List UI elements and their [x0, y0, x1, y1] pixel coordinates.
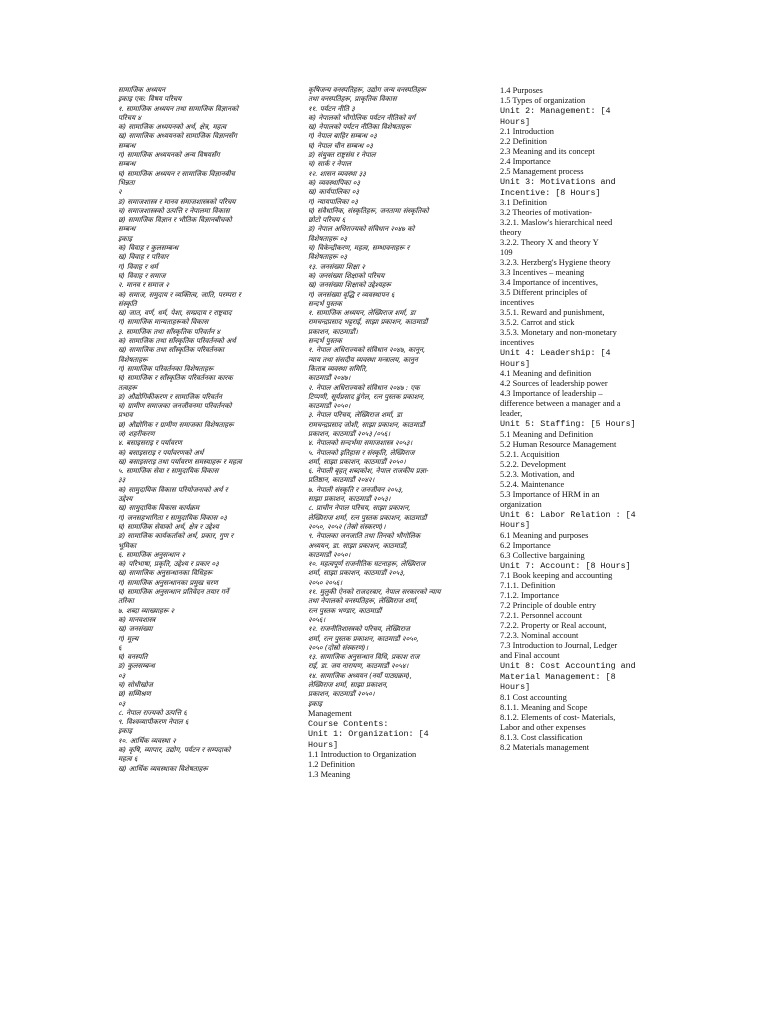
col1-line: क) सामाजिक अध्ययनको अर्थ, क्षेत्र, महत्व [118, 123, 227, 132]
col2-line: २०५० (दोस्रो संस्करण)। [308, 643, 369, 652]
col2-line: प्रकाशन, काठमाडौं २०५०। [308, 690, 375, 699]
col1-line: क) सामाजिक तथा साँस्कृतिक परिवर्तनको अर्थ [118, 337, 236, 346]
col3-line: 3.5.2. Carrot and stick [500, 318, 575, 327]
col3-line: incentives [500, 338, 534, 347]
col2-line: २०५० २०५६। [308, 578, 342, 587]
col2-line: न्याय तथा संसदीय व्यवस्था मन्त्रालय, कानुन [308, 355, 418, 364]
col2-line: लेख्यिराज शर्मा, रत्न पुस्तक प्रकाशन, काठमाडौं [308, 513, 427, 522]
col1-line: ङ) कुलसम्बन्ध [118, 662, 155, 671]
col3-line: 4.1 Meaning and definition [500, 369, 592, 378]
col3-line: 7.2 Principle of double entry [500, 601, 597, 610]
col3-line: 5.2 Human Resource Management [500, 439, 617, 449]
col3-line: 5.2.2. Development [500, 459, 567, 469]
col2-line: ५. नेपालको इतिहास र संस्कृति, लेख्यिराज [308, 448, 415, 457]
col1-line: च) सोधीखोज [118, 681, 153, 689]
col3-line: Unit 8: Cost Accounting and [500, 661, 636, 671]
col1-line: ख) सामाजिक तथा साँस्कृतिक परिवर्तनका [118, 346, 224, 355]
col3-line: difference between a manager and a [500, 399, 621, 408]
col1-line: क) समाज, समुदाय र व्यक्तित्व, जाति, परम्परा र [118, 290, 241, 299]
col3-line: 4.3 Importance of leadership – [500, 389, 603, 398]
col2-line: Hours] [308, 739, 339, 750]
col3-line: Unit 5: Staffing: [5 Hours] [500, 419, 636, 429]
col2-line: सन्दर्भ पुस्तक [308, 299, 342, 308]
col3-line: 7.2.2. Property or Real account, [500, 621, 607, 630]
col1-line: ३. सामाजिक तथा साँस्कृतिक परिवर्तन ४ [118, 327, 221, 336]
col2-line: Course Contents: [308, 718, 389, 729]
col2-line: ङ) नेपाल अधिराज्यको संविधान २०४७ को [308, 225, 415, 234]
col1-line: इकाइ एक: विषय परिचय [118, 95, 182, 104]
col1-line: ङ) औद्योगिकीकरण र सामाजिक परिवर्तन [118, 392, 222, 401]
col3-line: 8.2 Materials management [500, 742, 590, 752]
col1-line: ४. बसाइसराइ र पर्यावरण [118, 439, 182, 448]
col3-line: Hours] [500, 520, 531, 530]
col2-line: 1.3 Meaning [308, 770, 351, 780]
col1-line: उद्देश्य [118, 495, 133, 504]
col2-line: १. सामाजिक अध्ययन, लेख्यिराज शर्मा, डा [308, 309, 416, 318]
col2-line: ख) कार्यपालिका ०३ [308, 188, 359, 197]
col3-line: Unit 6: Labor Relation : [4 [500, 509, 636, 520]
col3-line: 3.1 Definition [500, 198, 547, 207]
col3-line: 2.4 Importance [500, 157, 551, 166]
col3-line: 3.2.1. Maslow's hierarchical need [500, 218, 613, 227]
col1-line: च) ग्रामीण समाजका जनजीवनमा परिवर्तनको [118, 402, 232, 411]
col1-line: ख) सामुदायिक विकास कार्यक्रम [118, 504, 200, 513]
col2-line: तथा नेपालको वनस्पतिहरू, लेख्यिराज शर्मा, [308, 597, 419, 606]
col2-line: प्रतिष्ठान, काठमाडौं २०४२। [308, 476, 375, 485]
col2-line: रत्न पुस्तक भण्डार, काठमाडौं [308, 606, 382, 615]
col2-line: १. नेपाल अधिराज्यको संविधान २०४७, कानून, [308, 346, 426, 355]
col1-line: ०३ [118, 699, 126, 708]
col2-line: ११. पर्यटन नीति ३ [308, 104, 355, 113]
col1-line: क) बसाइसराइ र पर्यावरणको अर्थ [118, 448, 204, 457]
col3-line: 5.2.1. Acquisition [500, 449, 560, 459]
col2-line: ग) न्यायपालिका ०३ [308, 197, 358, 206]
col3-line: 3.4 Importance of incentives, [500, 278, 598, 287]
col1-line: तरिका [118, 597, 134, 606]
col1-line: घ) वनस्पति [118, 653, 148, 662]
col2-line: च) सार्क र नेपाल [308, 160, 352, 169]
col3-line: 1.4 Purposes [500, 86, 543, 95]
col3-line: 7.2.1. Personnel account [500, 611, 583, 620]
col1-line: संस्कृति [118, 299, 137, 308]
col1-line: ख) बसाइसराइ तथा पर्यावरण समस्याहरू र महत्व [118, 457, 242, 466]
col1-line: ८. नेपाल राज्यको उत्पत्ति ६ [118, 708, 187, 717]
col1-line: विशेषताहरू [118, 355, 148, 364]
column-left-nepali-syllabus [118, 86, 298, 774]
col1-line: २ [118, 188, 122, 197]
col2-line: १४. सामाजिक अध्ययन (नयाँ पाठ्यक्रम), [308, 671, 413, 680]
col3-line: 8.1.3. Cost classification [500, 732, 583, 742]
col2-line: क) नेपालको भौगोलिक पर्यटन नीतिको वर्ग [308, 113, 416, 122]
col3-line: Unit 4: Leadership: [4 [500, 348, 611, 358]
col3-line: Hours] [500, 682, 531, 692]
col2-line: ११. मुलुकी ऐनको राजदरबार, नेपाल सरकारको न्याय [308, 588, 441, 597]
col3-line: 8.1.1. Meaning and Scope [500, 702, 588, 712]
col2-line: घ) संवैधानिक, संस्कृतिहरू, जनतामा संस्कृतिको [308, 206, 429, 215]
col3-line: and Final account [500, 651, 560, 660]
col1-line: प्रभाव [118, 411, 133, 420]
col2-line: विशेषताहरू ०३ [308, 253, 347, 262]
col1-line: ख) जात, वर्ण, धर्म, पेशा, सम्प्रदाय र राष्ट्रवाद [118, 309, 232, 318]
col3-line: Unit 2: Management: [4 [500, 106, 611, 116]
col2-line: ग) जनसंख्या वृद्धि र व्यवस्थापन ६ [308, 290, 395, 299]
col3-line: 8.1 Cost accounting [500, 692, 567, 702]
col1-line: ३३ [118, 476, 126, 485]
col1-line: ङ) सामाजिक कार्यकर्ताको अर्थ, प्रकार, गुण र [118, 532, 234, 541]
col1-line: क) कृषि, व्यापार, उद्योग, पर्यटन र सम्पदाको [118, 746, 231, 755]
col2-line: १२. राजनीतिशास्त्रको परिचय, लेख्यिराज [308, 625, 410, 634]
col3-line: Material Management: [8 [500, 671, 616, 682]
col3-line: 7.1.2. Importance [500, 591, 560, 600]
col3-line: Labor and other expenses [500, 722, 586, 732]
col3-line: incentives [500, 298, 534, 307]
col1-line: ७. शब्दा व्याख्याहरू २ [118, 606, 175, 615]
col1-line: २. मानव र समाज २ [118, 281, 169, 290]
col2-line: क) व्यवस्थापिका ०३ [308, 178, 361, 187]
col2-line: २०५६। [308, 615, 326, 624]
col1-line: ९. विश्वव्यापीकरण नेपाल ६ [118, 718, 189, 727]
col2-line: ३. नेपाल परिचय, लेख्यिराज शर्मा, डा [308, 411, 402, 420]
col1-line: सम्बन्ध [118, 160, 136, 169]
col2-line: प्रकाशन, काठमाडौं। [308, 327, 358, 336]
col1-line: छ) सामाजिक विज्ञान र भौतिक विज्ञानबीचको [118, 216, 232, 225]
col2-line: १३. जनसंख्या शिक्षा २ [308, 262, 366, 271]
col2-line: 1.1 Introduction to Organization [308, 750, 417, 760]
col1-line: घ) सामाजिक अनुसन्धान प्रतिवेदन तयार गर्ने [118, 588, 229, 597]
col1-line: घ) सामाजिक सेवाको अर्थ, क्षेत्र र उद्देश्य [118, 522, 219, 531]
col3-line: 8.1.2. Elements of cost- Materials, [500, 712, 616, 722]
col2-line: प्रकाशन, काठमाडौं २०५३ /०५६। [308, 429, 391, 438]
col3-line: 1.5 Types of organization [500, 96, 586, 105]
col2-line: ङ) संयुक्त राष्ट्रसंघ र नेपाल [308, 151, 376, 160]
col2-line: शर्मा, साझा प्रकाशन, काठमाडौं २०५०। [308, 457, 406, 466]
col2-line: कृषिजन्य वनस्पतिहरू, उद्योग जन्य वनस्पतिहरू [308, 86, 426, 94]
col3-line: Hours] [500, 116, 531, 127]
col3-line: 3.3 Incentives – meaning [500, 268, 585, 277]
col2-line: छोटो परिचय ६ [308, 216, 346, 225]
col3-line: 5.2.4. Maintenance [500, 479, 565, 489]
col1-line: इकाइ [118, 727, 133, 736]
col2-line: ख) जनसंख्या शिक्षाको उद्देश्यहरू [308, 281, 391, 290]
col1-line: ज) शहरीकरण [118, 429, 155, 438]
col1-line: छ) सम्मिश्रण [118, 690, 151, 699]
col2-line: १३. सामाजिक अनुसन्धान विधि, प्रकाश राज [308, 653, 420, 662]
col1-line: ग) सामाजिक अध्ययनको अन्य विषयसँग [118, 151, 220, 160]
col3-line: 2.1 Introduction [500, 127, 554, 136]
col1-line: ख) विवाह र परिवार [118, 253, 169, 262]
col2-line: १०. महत्वपूर्ण राजनीतिक घटनाहरू, लेख्यिराज [308, 560, 426, 569]
col1-line: सम्बन्ध [118, 141, 136, 150]
col2-line: ६. नेपाली बृहत् शब्दकोश, नेपाल राजकीय प्रज्ञा- [308, 467, 429, 476]
col1-line: ग) सामाजिक परिवर्तनका विशेषताहरू [118, 364, 214, 373]
col2-line: २. नेपाल अधिराज्यको संविधान २०४७ : एक [308, 383, 420, 392]
col2-line: Management [308, 708, 352, 718]
col2-line: ग) नेपाल बाहिर सम्बन्ध ०३ [308, 132, 377, 141]
col3-line: 7.1 Book keeping and accounting [500, 571, 613, 580]
col1-line: ङ) समाजशास्त्र र मानव समाजशास्त्रको परिचय [118, 197, 236, 206]
col1-line: छ) औद्योगिक र ग्रामीण समाजका विशेषताहरू [118, 420, 234, 429]
col1-line: सम्बन्ध [118, 225, 136, 234]
col3-line: 5.3 Importance of HRM in an [500, 489, 600, 499]
col1-line: घ) विवाह र समाज [118, 271, 166, 280]
col2-line: क) जनसंख्या शिक्षाको परिचय [308, 271, 385, 280]
col3-line: organization [500, 499, 542, 509]
col3-line: 2.3 Meaning and its concept [500, 147, 595, 156]
col2-line: काठमाडौं २०४७। [308, 374, 351, 383]
col1-line: ५. सामाजिक सेवा र सामुदायिक विकास [118, 467, 219, 476]
col1-line: ग) सामाजिक मान्यताहरूको विकास [118, 318, 209, 327]
col2-line: ४. नेपालको सन्दर्भमा समाजशास्त्र २०५३। [308, 439, 413, 448]
col1-line: ६. सामाजिक अनुसन्धान २ [118, 550, 186, 559]
col1-line: घ) सामाजिक अध्ययन र सामाजिक विज्ञानबीच [118, 169, 235, 178]
col2-line: शर्मा, साझा प्रकाशन, काठमाडौं २०५३, [308, 569, 406, 578]
col2-line: लेख्यिराज शर्मा, साझा प्रकाशन, [308, 681, 388, 689]
col2-line: रामचन्द्रप्रसाद जोशी, साझा प्रकाशन, काठमाडौं [308, 420, 425, 429]
col3-line: 3.2 Theories of motivation- [500, 208, 592, 217]
col2-line: ८. प्राचीन नेपाल परिचय, साझा प्रकाशन, [308, 504, 411, 513]
col1-line: ख) आर्थिक व्यवस्थाका विशेषताहरू [118, 764, 208, 773]
col3-line: 3.5.1. Reward and punishment, [500, 308, 605, 317]
col3-line: 6.1 Meaning and purposes [500, 530, 589, 540]
col2-line: ७. नेपाली संस्कृति र जनजीवन २०५३, [308, 485, 404, 494]
col3-line: Incentive: [8 Hours] [500, 187, 601, 198]
col1-line: १०. आर्थिक व्यवस्था २ [118, 736, 176, 745]
col2-line: घ) नेपाल चीन सम्बन्ध ०३ [308, 141, 373, 150]
col3-line: 2.2 Definition [500, 137, 547, 146]
col1-line: ख) सामाजिक अध्ययनको सामाजिक विज्ञानसँग [118, 132, 237, 141]
col2-line: रामचन्द्रप्रसाद भट्टराई, साझा प्रकाशन, काठमाडौं [308, 318, 428, 327]
col3-line: 5.1 Meaning and Definition [500, 429, 594, 439]
col3-line: 6.2 Importance [500, 540, 551, 550]
col3-line: 109 [500, 248, 513, 257]
column-middle-references-management [308, 86, 493, 780]
col1-line: ग) सामाजिक अनुसन्धानका प्रमुख चरण [118, 578, 218, 587]
col1-line: सामाजिक अध्ययन [118, 86, 166, 94]
col1-line: भिन्नता [118, 178, 135, 187]
col3-line: 6.3 Collective bargaining [500, 550, 585, 560]
column-right-management-units [500, 86, 660, 753]
col1-line: क) मानवशास्त्र [118, 615, 156, 624]
col3-line: leader, [500, 409, 523, 418]
col3-line: 7.1.1. Definition [500, 581, 556, 590]
col1-line: क) परिभाषा, प्रकृति, उद्देश्य र प्रकार ०३ [118, 560, 219, 569]
col1-line: ख) सामाजिक अनुसन्धानका विधिहरू [118, 569, 213, 578]
col1-line: तत्वहरू [118, 383, 137, 392]
col2-line: राई, डा. जय नारायण, काठमाडौं २०५४। [308, 662, 409, 671]
col1-line: ६ [118, 643, 122, 652]
col2-line: २०५०, २०५२ (तेस्रो संस्करण)। [308, 522, 386, 531]
col1-line: भूमिका [118, 541, 137, 550]
col2-line: ९. नेपालका जनजाति तथा तिनको भौगोलिक [308, 532, 421, 541]
col2-line: Unit 1: Organization: [4 [308, 729, 429, 740]
col3-line: 7.2.3. Nominal account [500, 631, 579, 640]
col2-line: काठमाडौं २०५०। [308, 550, 351, 559]
col2-line: साझा प्रकाशन, काठमाडौं २०५३। [308, 495, 391, 504]
col1-line: ग) मूल्य [118, 634, 139, 643]
col1-line: क) विवाह र कुलसम्बन्ध [118, 244, 179, 253]
col2-line: ख) नेपालको पर्यटन नीतिका विशेषताहरू [308, 123, 411, 132]
col1-line: घ) सामाजिक र साँस्कृतिक परिवर्तनका कारक [118, 374, 233, 383]
col1-line: क) सामुदायिक विकास परियोजनाको अर्थ र [118, 485, 228, 494]
col1-line: ०३ [118, 671, 126, 680]
col1-line: महत्व ६ [118, 755, 138, 764]
col2-line: अध्ययन, डा. साझा प्रकाशन, काठमाडौं, [308, 541, 408, 550]
col1-line: ग) विवाह र धर्म [118, 262, 158, 271]
col3-line: Hours] [500, 358, 531, 369]
col3-line: theory [500, 228, 522, 237]
col2-line: शर्मा, रत्न पुस्तक प्रकाशन, काठमाडौं २०५०, [308, 634, 419, 643]
col3-line: Unit 3: Motivations and [500, 177, 616, 187]
col3-line: 5.2.3. Motivation, and [500, 469, 575, 479]
col2-line: किताब व्यवस्था समिति, [308, 364, 368, 373]
col2-line: काठमाडौं २०५०। [308, 402, 351, 411]
col2-line: इकाइ [308, 699, 323, 708]
col1-line: १. सामाजिक अध्ययन तथा सामाजिक विज्ञानको [118, 104, 239, 113]
col2-line: तथा वनस्पतिहरू, प्राकृतिक विकास [308, 95, 397, 104]
col3-line: Unit 7: Account: [8 Hours] [500, 560, 631, 571]
col1-line: ग) जनसहभागिता र सामुदायिक विकास ०३ [118, 513, 227, 522]
col2-line: 1.2 Definition [308, 760, 355, 770]
col2-line: टिप्पणी, सूर्यप्रसाद ढुंगेल, रत्न पुस्तक प्रकाशन, [308, 392, 425, 401]
col3-line: 3.2.2. Theory X and theory Y [500, 238, 599, 247]
col2-line: च) विकेन्द्रीकरण, महत्व, सम्भावनाहरू र [308, 244, 410, 253]
col3-line: 3.5.3. Monetary and non-monetary [500, 328, 617, 337]
col2-line: सन्दर्भ पुस्तक [308, 337, 342, 346]
col3-line: 4.2 Sources of leadership power [500, 379, 608, 388]
col1-line: च) समाजशास्त्रको उत्पत्ति र नेपालमा विकास [118, 206, 230, 215]
col2-line: १२. शासन व्यवस्था ३३ [308, 169, 366, 178]
col1-line: इकाइ [118, 234, 133, 243]
col2-line: विशेषताहरू ०३ [308, 234, 347, 243]
col1-line: परिचय ४ [118, 113, 142, 122]
col3-line: 3.2.3. Herzberg's Hygiene theory [500, 258, 611, 267]
col1-line: ख) जनसंख्या [118, 625, 153, 634]
col3-line: 3.5 Different principles of [500, 288, 588, 297]
col3-line: 2.5 Management process [500, 167, 584, 176]
col3-line: 7.3 Introduction to Journal, Ledger [500, 641, 618, 650]
